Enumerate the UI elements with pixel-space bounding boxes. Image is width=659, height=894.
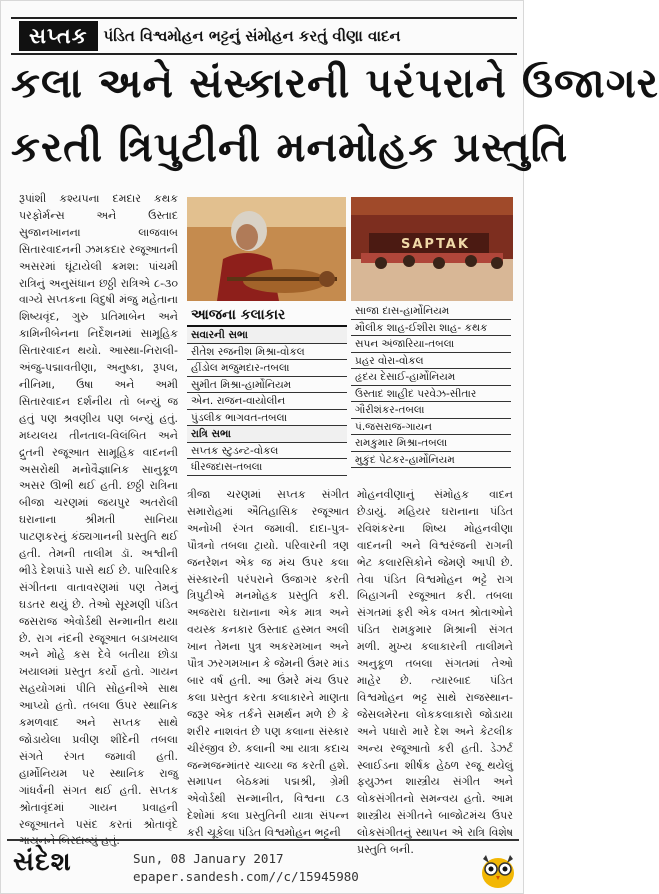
performer-entry: મુકુંદ પેટકર-હાર્મોનિયમ [351, 452, 511, 469]
epaper-url: epaper.sandesh.com//c/15945980 [133, 869, 359, 884]
performer-entry: હૃદય દેસાઈ-હાર્મોનિયમ [351, 369, 511, 386]
performers-heading: આજના કલાકાર [187, 303, 347, 327]
performer-entry: એન. રાજન-વાયોલીન [187, 393, 347, 410]
footer-divider [7, 839, 519, 841]
performers-right-column [351, 303, 511, 468]
article-column-left: રૂપાંશી કશ્યપના દમદાર કથક પરફોર્મન્સ અને ઉસ્તાદ સુજાનખાનના લાજવાબ સિતારવાદનની ઝમકદાર રજૂઆતની અસરમાં ઘૂંટાયેલી ક્રમશ: પાંચમી રાત્રિનું અનુસંધાન છઠ્ઠી રાત્રિએ ૮-૩૦ વાગ્યે સપ્તકના વિદુષી મંજુ મહેતાના શિષ્યવૃંદ, ગુરુ પ્રતિમાબેન અને કામિનીબેનના નિર્દેશનમાં સામૂહિક સિતારવાદન થયો. આસ્થા-નિરાલી-અંજુ-પદ્માવતીણા, અનુષ્કા, રૂપલ, નીનિમા, ઉષા અને અમી સિતારવાદન દર્શનીય તો બન્યું જ હતું પણ શ્રવણીય પણ બન્યું હતું. મધ્યલય તીનતાલ-વિલંબિત અને દ્રુતની રજૂઆત સામૂહિક વાદનની અસરોથી મનોવૈજ્ઞાનિક સાનુકૂળ અસર ઊભી થઈ હતી. છઠ્ઠી રાત્રિના બીજા ચરણમાં જયપુર અતરોલી ઘરાનાના શ્રીમતી સાનિયા પાટણકરનું કંઠ્યગાનની પ્રસ્તુતિ થઈ હતી. તેમની તાલીમ ડૉ. અશ્વીની ભીડે દેશપાંડે પાસે થઈ છે. પારિવારિક સંગીતના વાતાવરણમાં પણ તેમનું ઘડતર થયું છે. તેઓ સૂરમણી પંડિત જસરાજ એવોર્ડથી સન્માનીત થયા છે. રાગ નંદની રજૂઆત બડાખયાલ અને મોહે કસ દેવે બતીયા છોડા ખયાલમાં પ્રસ્તુત કર્યો હતો. ગાયન સહયોગમાં પીતિ સોહનીએ સાથ આપ્યો હતો. તબલા ઉપર સ્થાનિક કમળવાદ અને સપ્તક સાથે જોડાયેલા પ્રવીણ શીંદેની તબલા સંગતે રંગત જમાવી હતી. હાર્મોનિયમ પર સ્થાનિક રાજુ ગાંધર્વની સંગત થઈ હતી. સપ્તક શ્રોતાવૃંદમાં ગાયન પ્રવાહની રજૂઆતને પસંદ કરતાં શ્રોતાવૃંદે ગાયનને બિરદાવ્યું હતું. [19, 192, 178, 848]
musician-illustration [187, 197, 346, 301]
article-column-middle: ત્રીજા ચરણમાં સપ્તક સંગીત સમારોહમાં ઐતિહાસિક રજૂઆત અનોખી રંગત જમાવી. દાદા-પુત્ર-પૌત્રનો તબલા ટ્રાયો. પરિવારની ત્રણ જનરેશન એક જ મંચ ઉપર કલા સંસ્કારની પરંપરાને ઉજાગર કરતી ત્રિપુટીએ મનમોહક પ્રસ્તુતિ કરી. અજરારા ઘરાનાના એક માત્ર અને વયસ્ક કનકાર ઉસ્તાદ હસ્મત અલી ખાન તેમના પુત્ર અકરમખાન અને પૌત્ર ઝરગમખાન કે જેમની ઉંમર માંડ બાર વર્ષ હતી. આ ઉંમરે મંચ ઉપર કલા પ્રસ્તુત કરતા કલાકારને માણતા જરૂર એક તર્કને સમર્થન મળે છે કે શરીર નાશવંત છે પણ કલાના સંસ્કાર ચીરંજીવ છે. કલાની આ યાત્રા કદાચ જન્મજન્માંતર ચાલ્યા જ કરતી હશે. સમાપન બેઠકમાં પદ્મશ્રી, ગ્રેમી એવોર્ડથી સન્માનીત, વિશ્વના ૮૩ દેશોમાં કલા પ્રસ્તુતિની યાત્રા સંપન્ન કરી ચૂકેલા પંડિત વિશ્વમોહન ભટ્ટની [187, 488, 349, 840]
kicker-bar [11, 17, 517, 55]
performer-entry: સપન અંજારિયા-તબલા [351, 336, 511, 353]
performer-entry: મૌલીક શાહ-ઈશીરા શાહ- કથક [351, 320, 511, 337]
article-column-right: મોહનવીણાનું સંમોહક વાદન છેડાયું. મહિયર ઘરાનાના પંડિત રવિશંકરના શિષ્ય મોહનવીણા વાદનની અને વિશ્વરંજની રાગની ભેટ કલારસિકોને જેમણે આપી છે. તેવા પંડિત વિશ્વમોહન ભટ્ટે રાગ બિહાગની રજૂઆત કરી. તબલા સંગતમાં ફરી એક વખત શ્રોતાઓને પંડિત રામકુમાર મિશ્રાની સંગત મળી. મુખ્ય કલાકારની તાલીમને અનુકૂળ તબલા સંગતમાં તેઓ માહેર છે. ત્યારબાદ પંડિત વિશ્વમોહન ભટ્ટ સાથે રાજસ્થાન-જેસલમેરના લોકકલાકારો જોડાયા અને પધારો મારે દેશ અને કેટલીક અન્ય રજૂઆતો કરી હતી. ડેઝર્ટ સ્લાઈડના શીર્ષક હેઠળ રજૂ થયેલું ફયુઝન શાસ્ત્રીય સંગીત અને લોકસંગીતનો સમન્વય હતો. આમ શાસ્ત્રીય સંગીતને બાજોટમંચ ઉપર લોકસંગીતનું સ્થાપન એ રાત્રિ વિશેષ પ્રસ્તુતિ બની. [357, 488, 513, 857]
performer-entry: સુમીત મિશ્રા-હાર્મોનિયમ [187, 377, 347, 394]
performers-left-column [187, 303, 347, 476]
performer-entry: ઉસ્તાદ શાહીદ પરવેઝ-સીતાર [351, 386, 511, 403]
performer-entry: ગૌરીશંકર-તબલા [351, 402, 511, 419]
performer-entry: પુંડલીક ભાગવત-તબલા [187, 410, 347, 427]
edition-date: Sun, 08 January 2017 [133, 851, 284, 866]
performer-entry: સાજા દાસ-હાર્મોનિયમ [351, 303, 511, 320]
performers-table [187, 303, 513, 479]
musician-photo [187, 197, 346, 301]
performer-entry: રીતેશ રજનીશ મિશ્રા-વોકલ [187, 344, 347, 361]
stage-photo [351, 197, 513, 301]
performers-session-label: રાત્રિ સભા [187, 426, 347, 443]
owl-mascot-icon [477, 849, 519, 889]
performer-entry: પં.જસરાજ-ગાયન [351, 419, 511, 436]
performer-entry: હીંડોલ મજુમદાર-તબલા [187, 360, 347, 377]
headline-line-1: કલા અને સંસ્કારની પરંપરાને ઉજાગર [11, 59, 659, 107]
performer-entry: ધીરજદાસ-તબલા [187, 459, 347, 476]
stage-banner-text: SAPTAK [401, 237, 470, 252]
kicker-text: પંડિત વિશ્વમોહન ભટ્ટનું સંમોહન કરતું વીણા વાદન [103, 27, 401, 45]
headline-line-2: કરતી ત્રિપુટીની મનમોહક પ્રસ્તુતિ [11, 123, 569, 171]
performers-session-label: સવારની સભા [187, 327, 347, 344]
performer-entry: રામકુમાર મિશ્રા-તબલા [351, 435, 511, 452]
event-brand-label: સપ્તક [19, 21, 98, 51]
performer-entry: સપ્તક સ્ટુડન્ટ-વોકલ [187, 443, 347, 460]
performer-entry: પ્રહર વોરા-વોકલ [351, 353, 511, 370]
sandesh-logo: સંદેશ [13, 847, 72, 877]
